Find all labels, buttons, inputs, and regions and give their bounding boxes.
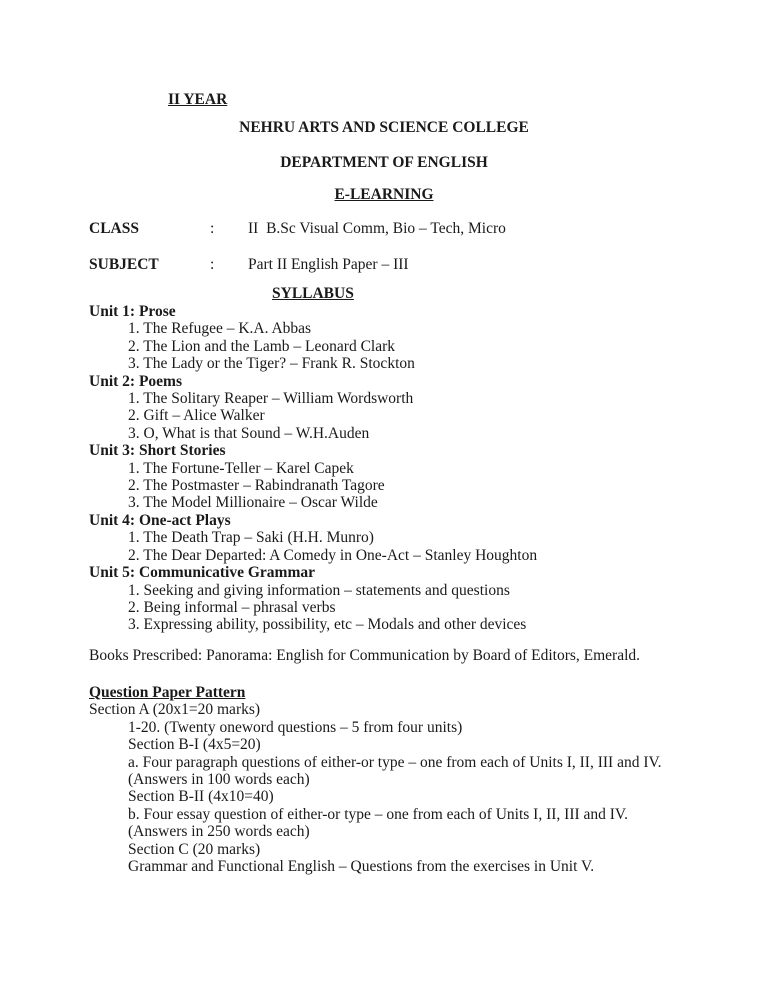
department-heading: DEPARTMENT OF ENGLISH [280, 154, 488, 171]
unit-5-heading: Unit 5: Communicative Grammar [89, 564, 315, 582]
unit-3-item-3: 3. The Model Millionaire – Oscar Wilde [128, 494, 378, 512]
unit-1-heading: Unit 1: Prose [89, 303, 176, 320]
syllabus-list [89, 303, 537, 634]
qpp-line-oneword: 1-20. (Twenty oneword questions – 5 from four units) [128, 718, 463, 736]
class-separator: : [210, 220, 215, 237]
class-row [0, 220, 768, 238]
class-label: CLASS [89, 220, 139, 237]
qpp-section-c: Section C (20 marks) [128, 840, 261, 858]
unit-1-item-1: 1. The Refugee – K.A. Abbas [128, 320, 312, 338]
unit-1-item-2: 2. The Lion and the Lamb – Leonard Clark [128, 337, 396, 355]
unit-4-item-2: 2. The Dear Departed: A Comedy in One-Act – Stanley Houghton [128, 546, 538, 564]
syllabus-heading: SYLLABUS [272, 285, 354, 302]
subject-label: SUBJECT [89, 256, 159, 273]
qpp-section-a: Section A (20x1=20 marks) [89, 701, 261, 719]
unit-1-item-3: 3. The Lady or the Tiger? – Frank R. Stockton [128, 355, 415, 373]
unit-3-heading: Unit 3: Short Stories [89, 442, 226, 460]
qpp-line-answers-100: (Answers in 100 words each) [128, 771, 310, 789]
unit-5-item-1: 1. Seeking and giving information – statements and questions [128, 581, 510, 599]
question-paper-pattern-heading: Question Paper Pattern [89, 684, 246, 701]
college-name-heading: NEHRU ARTS AND SCIENCE COLLEGE [239, 119, 529, 136]
qpp-line-paragraph-questions: a. Four paragraph questions of either-or type – one from each of Units I, II, III and IV. [128, 753, 662, 771]
qpp-line-essay-questions: b. Four essay question of either-or type – one from each of Units I, II, III and IV. [128, 805, 629, 823]
unit-2-item-2: 2. Gift – Alice Walker [128, 407, 265, 425]
question-paper-pattern [89, 684, 662, 875]
unit-4-heading: Unit 4: One-act Plays [89, 511, 231, 529]
unit-2-item-3: 3. O, What is that Sound – W.H.Auden [128, 424, 370, 442]
unit-5-item-2: 2. Being informal – phrasal verbs [128, 598, 336, 616]
subject-value: Part II English Paper – III [248, 256, 409, 273]
books-prescribed-line: Books Prescribed: Panorama: English for Communication by Board of Editors, Emerald. [89, 647, 641, 664]
unit-5-item-3: 3. Expressing ability, possibility, etc – Modals and other devices [128, 616, 527, 634]
qpp-section-b2: Section B-II (4x10=40) [128, 788, 274, 806]
unit-4-item-1: 1. The Death Trap – Saki (H.H. Munro) [128, 529, 374, 547]
qpp-line-answers-250: (Answers in 250 words each) [128, 823, 310, 841]
qpp-section-b1: Section B-I (4x5=20) [128, 736, 261, 754]
unit-3-item-1: 1. The Fortune-Teller – Karel Capek [128, 459, 354, 477]
class-value: II B.Sc Visual Comm, Bio – Tech, Micro [248, 220, 506, 237]
elearning-heading: E-LEARNING [334, 186, 434, 203]
unit-3-item-2: 2. The Postmaster – Rabindranath Tagore [128, 477, 385, 495]
year-heading: II YEAR [168, 91, 228, 108]
subject-separator: : [210, 256, 215, 273]
unit-2-heading: Unit 2: Poems [89, 372, 182, 390]
unit-2-item-1: 1. The Solitary Reaper – William Wordsworth [128, 390, 414, 408]
subject-row [0, 256, 768, 274]
qpp-line-grammar: Grammar and Functional English – Questions from the exercises in Unit V. [128, 858, 595, 876]
